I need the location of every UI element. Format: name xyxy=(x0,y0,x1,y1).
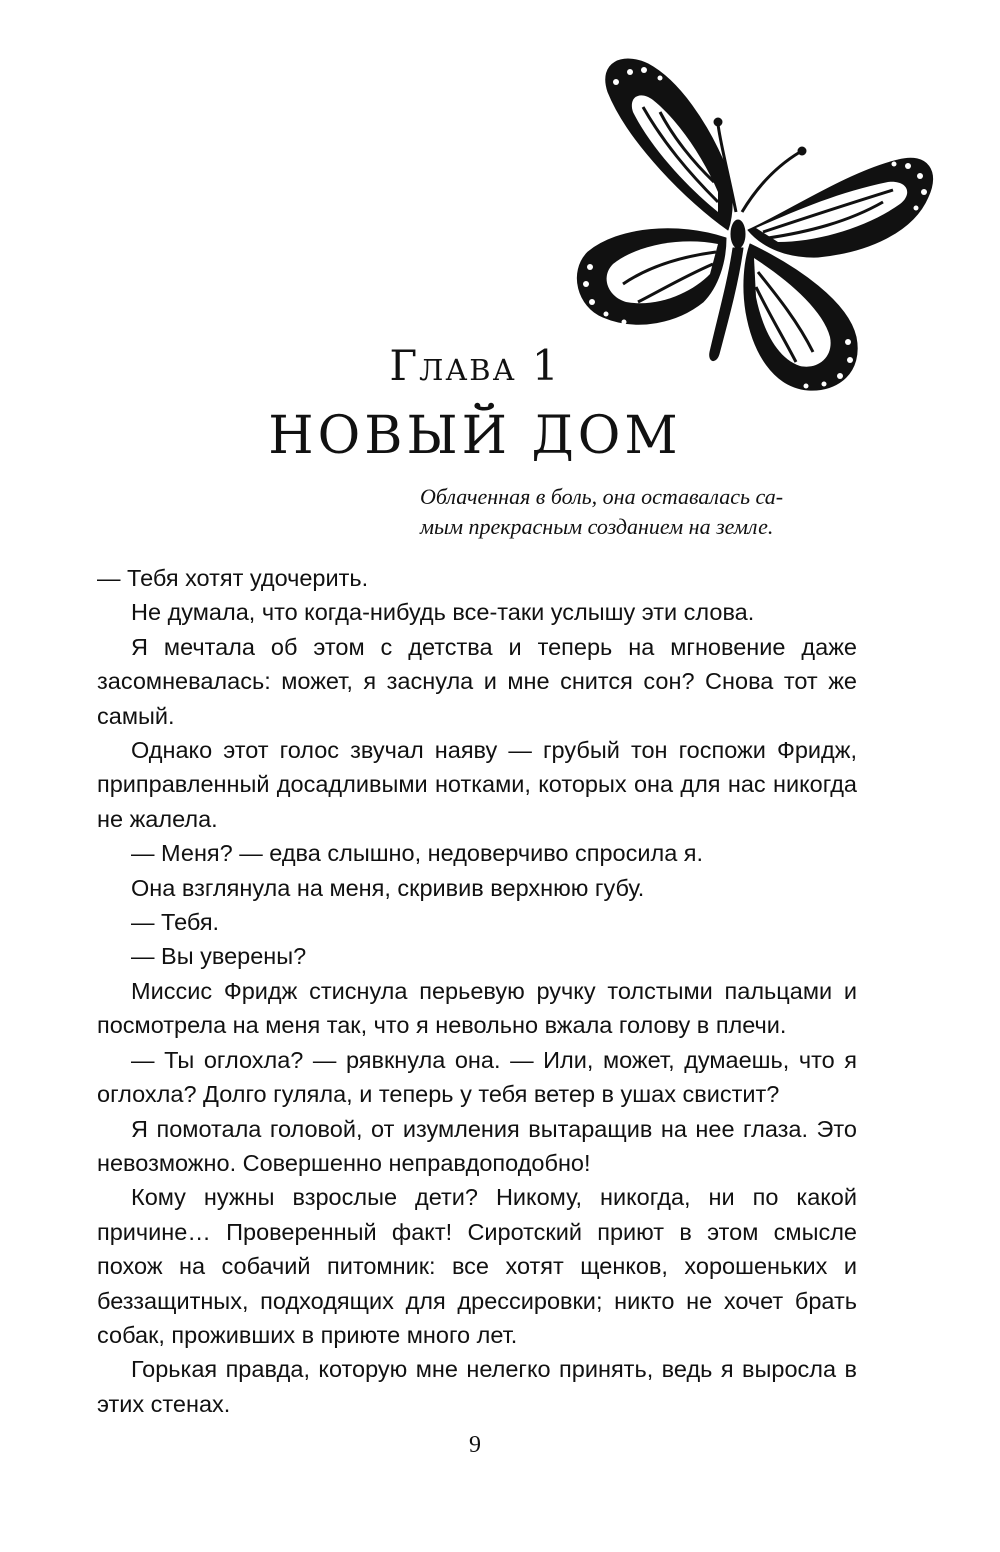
page-number: 9 xyxy=(469,1432,481,1458)
paragraph: — Вы уверены? xyxy=(131,943,307,970)
chapter-title: НОВЫЙ ДОМ xyxy=(268,406,682,466)
paragraph: Не думала, что когда-нибудь все-таки услышу эти слова. xyxy=(131,599,755,626)
body-text xyxy=(97,561,857,1421)
epigraph-line: мым прекрасным созданием на земле. xyxy=(420,514,774,539)
paragraph: Миссис Фридж стиснула перьевую ручку толстыми пальцами и посмотрела на меня так, что я невольно вжала голову в плечи. xyxy=(97,977,857,1039)
paragraph: Однако этот голос звучал наяву — грубый тон госпожи Фридж, приправленный досадливыми нотками, которых она для нас никогда не жалела. xyxy=(97,737,857,832)
paragraph: Горькая правда, которую мне нелегко принять, ведь я выросла в этих стенах. xyxy=(97,1356,857,1417)
paragraph: Я помотала головой, от изумления вытаращив на нее глаза. Это невозможно. Совершенно неправдоподобно! xyxy=(97,1115,857,1176)
paragraph: — Меня? — едва слышно, недоверчиво спросила я. xyxy=(131,840,704,867)
paragraph: — Тебя хотят удочерить. xyxy=(97,565,369,591)
epigraph-line: Облаченная в боль, она оставалась са- xyxy=(420,484,784,509)
epigraph xyxy=(420,482,856,542)
chapter-label: Глава 1 xyxy=(389,341,561,390)
paragraph: Я мечтала об этом с детства и теперь на мгновение даже засомневалась: может, я заснула и мне снится сон? Снова тот же самый. xyxy=(97,633,857,729)
paragraph: Кому нужны взрослые дети? Никому, никогда, ни по какой причине… Проверенный факт! Сиротский приют в этом смысле похож на собачий питомник: все хотят щенков, хорошеньких и беззащитных, подходящих для дрессировки; никто не хочет брать собак, проживших в приюте много лет. xyxy=(97,1184,857,1348)
paragraph: — Ты оглохла? — рявкнула она. — Или, может, думаешь, что я оглохла? Долго гуляла, и теперь у тебя ветер в ушах свистит? xyxy=(97,1046,857,1108)
paragraph: — Тебя. xyxy=(131,909,220,936)
paragraph: Она взглянула на меня, скривив верхнюю губу. xyxy=(131,874,645,901)
